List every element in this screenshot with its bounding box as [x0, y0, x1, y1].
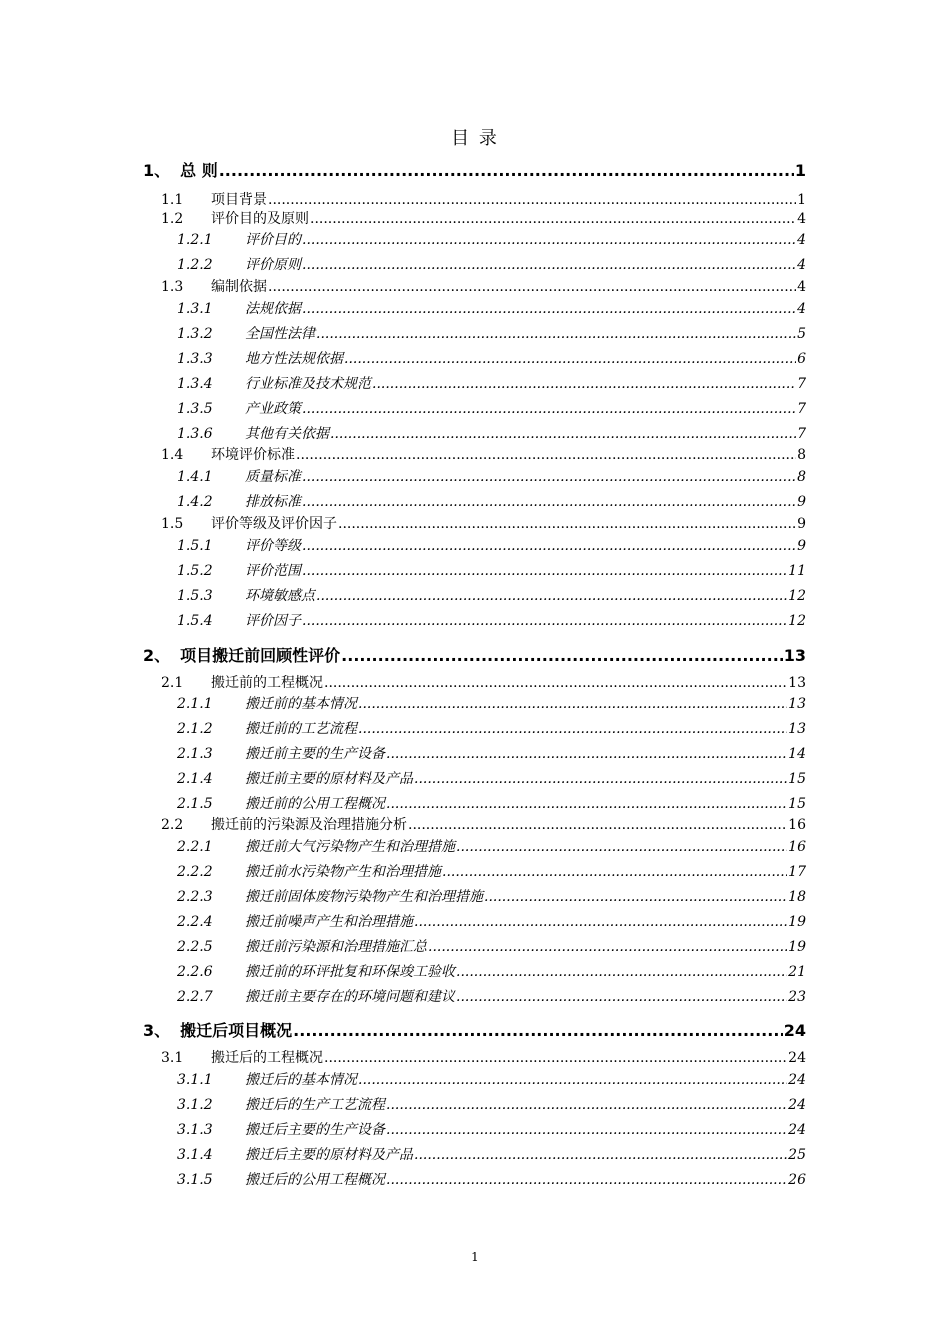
toc-leader-dots [330, 426, 796, 442]
toc-entry-label: 环境评价标准 [211, 447, 295, 463]
toc-leader-dots [302, 563, 787, 579]
toc-entry-label: 全国性法律 [245, 326, 315, 342]
toc-entry-page: 8 [797, 469, 806, 485]
toc-leader-dots [302, 494, 796, 510]
toc-entry-label: 评价范围 [245, 563, 301, 579]
toc-entry-label: 搬迁前主要存在的环境问题和建议 [245, 989, 455, 1005]
toc-entry-level3[interactable] [177, 1119, 806, 1139]
toc-entry-level3[interactable] [177, 693, 806, 713]
toc-entry-number: 2.2.3 [177, 889, 213, 905]
toc-entry-number: 1.3.1 [177, 301, 213, 317]
toc-entry-page: 19 [788, 939, 806, 955]
toc-entry-page: 24 [783, 1021, 806, 1040]
toc-entry-level3[interactable] [177, 836, 806, 856]
toc-entry-page: 11 [788, 563, 806, 579]
toc-entry-page: 4 [797, 211, 806, 227]
toc-entry-page: 24 [788, 1122, 806, 1138]
toc-entry-page: 15 [788, 771, 806, 787]
toc-entry-label: 评价原则 [245, 257, 301, 273]
toc-entry-number: 1、 [143, 161, 171, 180]
toc-entry-label: 行业标准及技术规范 [245, 376, 371, 392]
toc-entry-number: 2.2.6 [177, 964, 213, 980]
toc-entry-number: 2.1.3 [177, 746, 213, 762]
toc-entry-label: 搬迁后的生产工艺流程 [245, 1097, 385, 1113]
toc-entry-page: 23 [788, 989, 806, 1005]
toc-leader-dots [268, 279, 796, 295]
toc-entry-label: 产业政策 [245, 401, 301, 417]
toc-leader-dots [302, 232, 796, 248]
toc-entry-label: 搬迁前固体废物污染物产生和治理措施 [245, 889, 483, 905]
toc-entry-level1[interactable] [143, 643, 806, 666]
toc-entry-page: 19 [788, 914, 806, 930]
toc-entry-label: 搬迁后主要的原材料及产品 [245, 1147, 413, 1163]
toc-leader-dots [442, 864, 787, 880]
toc-leader-dots [456, 964, 787, 980]
toc-entry-page: 5 [797, 326, 806, 342]
toc-entry-label: 总 则 [180, 161, 218, 180]
toc-leader-dots [316, 588, 787, 604]
toc-leader-dots [324, 1050, 787, 1066]
toc-entry-level3[interactable] [177, 1069, 806, 1089]
toc-entry-label: 搬迁前主要的生产设备 [245, 746, 385, 762]
toc-entry-number: 3.1 [161, 1050, 184, 1066]
toc-entry-page: 1 [797, 192, 806, 208]
toc-entry-level2[interactable] [161, 276, 806, 296]
toc-entry-page: 9 [797, 516, 806, 532]
toc-entry-label: 搬迁前的环评批复和环保竣工验收 [245, 964, 455, 980]
toc-entry-page: 6 [797, 351, 806, 367]
toc-leader-dots [372, 376, 796, 392]
toc-entry-level3[interactable] [177, 323, 806, 343]
toc-entry-level2[interactable] [161, 672, 806, 692]
toc-entry-page: 9 [797, 494, 806, 510]
toc-leader-dots [484, 889, 787, 905]
toc-entry-number: 3.1.4 [177, 1147, 213, 1163]
toc-entry-label: 搬迁前的污染源及治理措施分析 [211, 817, 407, 833]
toc-entry-label: 其他有关依据 [245, 426, 329, 442]
toc-entry-label: 搬迁后的基本情况 [245, 1072, 357, 1088]
toc-leader-dots [408, 817, 787, 833]
toc-entry-level2[interactable] [161, 444, 806, 464]
toc-entry-number: 2.2 [161, 817, 184, 833]
toc-entry-level3[interactable] [177, 911, 806, 931]
toc-entry-level3[interactable] [177, 373, 806, 393]
toc-entry-level3[interactable] [177, 298, 806, 318]
toc-entry-number: 2.2.7 [177, 989, 213, 1005]
toc-leader-dots [358, 1072, 787, 1088]
toc-entry-page: 4 [797, 232, 806, 248]
toc-leader-dots [316, 326, 796, 342]
toc-leader-dots [302, 257, 796, 273]
page-number: 1 [471, 1250, 479, 1264]
toc-entry-level3[interactable] [177, 718, 806, 738]
toc-entry-number: 2.2.5 [177, 939, 213, 955]
toc-leader-dots [302, 301, 796, 317]
toc-leader-dots [324, 675, 787, 691]
toc-entry-label: 质量标准 [245, 469, 301, 485]
toc-entry-number: 3.1.2 [177, 1097, 213, 1113]
toc-title: 目 录 [451, 128, 499, 149]
toc-entry-number: 2.2.2 [177, 864, 213, 880]
toc-leader-dots [414, 771, 787, 787]
toc-entry-level3[interactable] [177, 936, 806, 956]
toc-entry-page: 16 [788, 839, 806, 855]
toc-entry-page: 7 [797, 376, 806, 392]
toc-entry-number: 1.4.1 [177, 469, 213, 485]
toc-entry-label: 评价目的及原则 [211, 211, 309, 227]
toc-entry-level3[interactable] [177, 861, 806, 881]
toc-entry-level2[interactable] [161, 189, 806, 209]
toc-entry-page: 16 [788, 817, 806, 833]
toc-entry-label: 评价等级 [245, 538, 301, 554]
toc-entry-level3[interactable] [177, 229, 806, 249]
toc-entry-level3[interactable] [177, 560, 806, 580]
toc-entry-label: 评价目的 [245, 232, 301, 248]
toc-entry-label: 搬迁后的工程概况 [211, 1050, 323, 1066]
toc-entry-level1[interactable] [143, 1018, 806, 1041]
toc-leader-dots [386, 1097, 787, 1113]
toc-leader-dots [338, 516, 796, 532]
toc-entry-page: 4 [797, 279, 806, 295]
toc-entry-page: 8 [797, 447, 806, 463]
toc-entry-label: 搬迁前水污染物产生和治理措施 [245, 864, 441, 880]
toc-entry-number: 1.3.5 [177, 401, 213, 417]
toc-entry-label: 搬迁前污染源和治理措施汇总 [245, 939, 427, 955]
toc-entry-number: 3.1.1 [177, 1072, 213, 1088]
toc-entry-page: 14 [788, 746, 806, 762]
toc-entry-level2[interactable] [161, 814, 806, 834]
toc-entry-level3[interactable] [177, 466, 806, 486]
toc-entry-number: 1.5 [161, 516, 184, 532]
toc-entry-label: 地方性法规依据 [245, 351, 343, 367]
toc-entry-page: 13 [788, 675, 806, 691]
toc-entry-page: 24 [788, 1050, 806, 1066]
toc-entry-level3[interactable] [177, 986, 806, 1006]
toc-entry-page: 7 [797, 401, 806, 417]
toc-leader-dots [386, 796, 787, 812]
toc-entry-label: 搬迁后主要的生产设备 [245, 1122, 385, 1138]
toc-entry-level3[interactable] [177, 961, 806, 981]
toc-entry-number: 2.1 [161, 675, 184, 691]
toc-entry-page: 26 [788, 1172, 806, 1188]
toc-entry-number: 2、 [143, 646, 171, 665]
toc-entry-level3[interactable] [177, 348, 806, 368]
toc-entry-label: 搬迁后的公用工程概况 [245, 1172, 385, 1188]
toc-entry-level1[interactable] [143, 158, 806, 181]
toc-entry-level3[interactable] [177, 535, 806, 555]
toc-entry-page: 13 [788, 721, 806, 737]
toc-entry-label: 法规依据 [245, 301, 301, 317]
toc-entry-level3[interactable] [177, 254, 806, 274]
toc-entry-number: 1.5.3 [177, 588, 213, 604]
toc-entry-page: 13 [783, 646, 806, 665]
toc-entry-level3[interactable] [177, 610, 806, 630]
toc-entry-label: 评价等级及评价因子 [211, 516, 337, 532]
toc-entry-page: 21 [788, 964, 806, 980]
toc-entry-label: 环境敏感点 [245, 588, 315, 604]
toc-leader-dots [302, 469, 796, 485]
toc-entry-level3[interactable] [177, 768, 806, 788]
toc-entry-number: 1.5.1 [177, 538, 213, 554]
toc-entry-page: 4 [797, 301, 806, 317]
toc-entry-page: 24 [788, 1072, 806, 1088]
toc-leader-dots [219, 161, 794, 180]
toc-entry-page: 13 [788, 696, 806, 712]
toc-entry-label: 项目背景 [211, 192, 267, 208]
toc-leader-dots [456, 989, 787, 1005]
toc-entry-level3[interactable] [177, 743, 806, 763]
toc-entry-label: 编制依据 [211, 279, 267, 295]
toc-entry-label: 搬迁前的工程概况 [211, 675, 323, 691]
toc-entry-label: 项目搬迁前回顾性评价 [180, 646, 341, 665]
toc-entry-number: 1.4 [161, 447, 184, 463]
toc-entry-page: 15 [788, 796, 806, 812]
toc-entry-label: 搬迁前大气污染物产生和治理措施 [245, 839, 455, 855]
toc-entry-label: 搬迁前噪声产生和治理措施 [245, 914, 413, 930]
toc-entry-number: 1.3.2 [177, 326, 213, 342]
toc-entry-number: 1.5.4 [177, 613, 213, 629]
toc-entry-number: 1.3 [161, 279, 184, 295]
toc-entry-level3[interactable] [177, 793, 806, 813]
toc-entry-number: 3.1.5 [177, 1172, 213, 1188]
toc-entry-level3[interactable] [177, 1169, 806, 1189]
toc-entry-level3[interactable] [177, 1144, 806, 1164]
toc-leader-dots [268, 192, 796, 208]
toc-entry-page: 12 [788, 613, 806, 629]
toc-leader-dots [428, 939, 787, 955]
toc-entry-number: 1.4.2 [177, 494, 213, 510]
toc-entry-number: 3、 [143, 1021, 171, 1040]
toc-entry-page: 7 [797, 426, 806, 442]
toc-leader-dots [358, 721, 787, 737]
toc-entry-level2[interactable] [161, 1047, 806, 1067]
toc-entry-page: 25 [788, 1147, 806, 1163]
toc-leader-dots [302, 538, 796, 554]
toc-leader-dots [414, 1147, 787, 1163]
toc-entry-page: 1 [794, 161, 806, 180]
toc-leader-dots [293, 1021, 783, 1040]
toc-entry-level3[interactable] [177, 491, 806, 511]
toc-leader-dots [344, 351, 796, 367]
toc-entry-number: 1.2.1 [177, 232, 213, 248]
toc-leader-dots [296, 447, 796, 463]
toc-leader-dots [358, 696, 787, 712]
toc-entry-label: 排放标准 [245, 494, 301, 510]
toc-entry-label: 搬迁前的公用工程概况 [245, 796, 385, 812]
toc-entry-level3[interactable] [177, 1094, 806, 1114]
toc-entry-page: 12 [788, 588, 806, 604]
toc-entry-number: 2.2.1 [177, 839, 213, 855]
toc-entry-page: 17 [788, 864, 806, 880]
toc-entry-number: 2.1.2 [177, 721, 213, 737]
toc-entry-number: 1.2.2 [177, 257, 213, 273]
toc-leader-dots [456, 839, 787, 855]
toc-leader-dots [414, 914, 787, 930]
toc-entry-number: 1.3.3 [177, 351, 213, 367]
toc-leader-dots [386, 746, 787, 762]
toc-entry-number: 2.2.4 [177, 914, 213, 930]
toc-entry-label: 搬迁后项目概况 [180, 1021, 293, 1040]
toc-entry-number: 2.1.1 [177, 696, 213, 712]
toc-entry-number: 1.3.6 [177, 426, 213, 442]
toc-leader-dots [302, 401, 796, 417]
toc-entry-level3[interactable] [177, 886, 806, 906]
toc-entry-page: 4 [797, 257, 806, 273]
toc-entry-level3[interactable] [177, 585, 806, 605]
toc-entry-label: 搬迁前的基本情况 [245, 696, 357, 712]
toc-leader-dots [310, 211, 796, 227]
toc-entry-number: 2.1.5 [177, 796, 213, 812]
toc-entry-number: 1.2 [161, 211, 184, 227]
toc-entry-level3[interactable] [177, 398, 806, 418]
toc-entry-level2[interactable] [161, 208, 806, 228]
toc-entry-number: 1.5.2 [177, 563, 213, 579]
toc-entry-label: 搬迁前主要的原材料及产品 [245, 771, 413, 787]
toc-leader-dots [341, 646, 783, 665]
toc-entry-page: 24 [788, 1097, 806, 1113]
toc-entry-page: 9 [797, 538, 806, 554]
toc-entry-page: 18 [788, 889, 806, 905]
toc-entry-level2[interactable] [161, 513, 806, 533]
toc-leader-dots [386, 1172, 787, 1188]
toc-entry-level3[interactable] [177, 423, 806, 443]
toc-entry-number: 3.1.3 [177, 1122, 213, 1138]
toc-entry-label: 评价因子 [245, 613, 301, 629]
toc-leader-dots [386, 1122, 787, 1138]
toc-leader-dots [302, 613, 787, 629]
toc-entry-number: 1.1 [161, 192, 184, 208]
toc-entry-label: 搬迁前的工艺流程 [245, 721, 357, 737]
toc-entry-number: 2.1.4 [177, 771, 213, 787]
toc-entry-number: 1.3.4 [177, 376, 213, 392]
